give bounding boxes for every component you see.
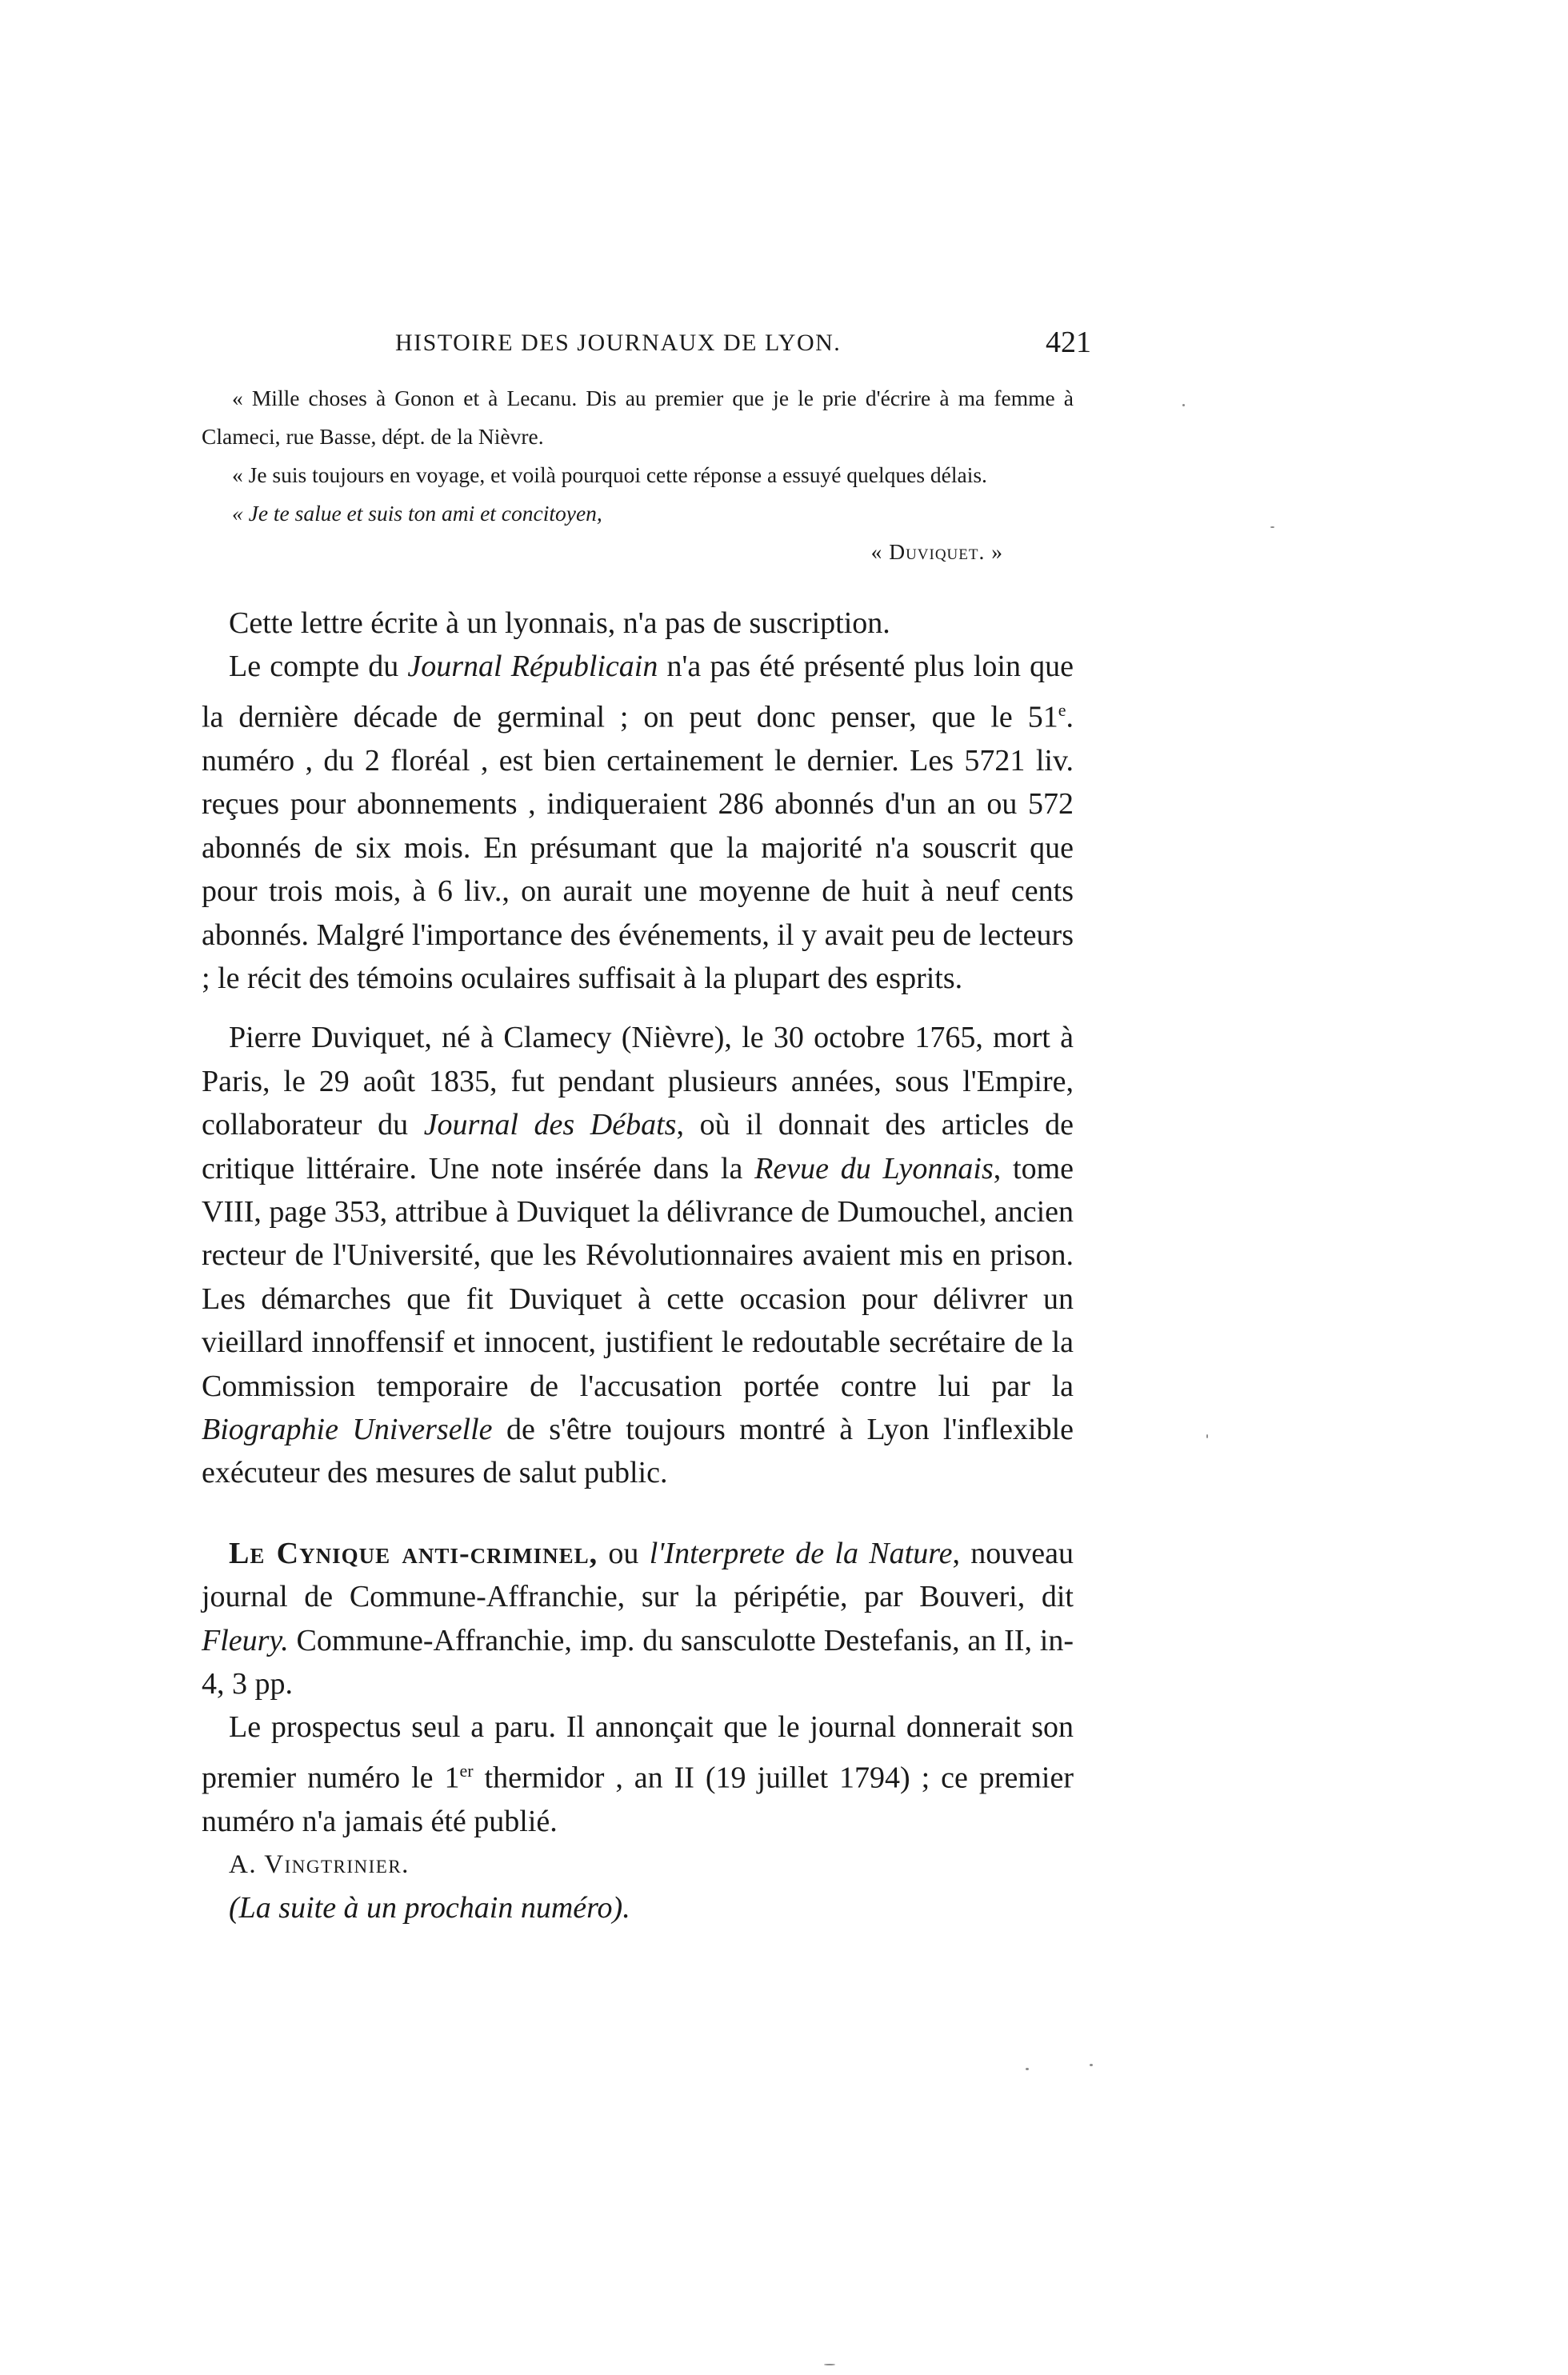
paragraph (202, 1016, 1074, 1494)
scan-speck (824, 2364, 835, 2365)
text-run: , où il donnait des articles de critique littéraire. Une note insérée dans la (202, 1108, 1074, 1186)
paragraph (202, 602, 1074, 645)
text-run: Pierre Duviquet, né à Clamecy (Nièvre), le 30 octobre 1765, mort à Paris, le 29 août 1835, fut pendant plusieurs années, sous l'Empire, collaborateur du (202, 1021, 1074, 1142)
text-run: , nouveau journal de Commune-Affranchie, sur la péripétie, par Bouveri, dit (202, 1536, 1074, 1614)
running-head (202, 326, 1091, 370)
text-run: n'a pas été présenté plus loin que la dernière décade de germinal ; on peut donc penser, que le 51 (202, 650, 1074, 734)
body-text (202, 602, 1074, 1929)
journal-title: Revue du Lyonnais (754, 1151, 994, 1186)
page-number: 421 (1046, 326, 1091, 359)
paragraph-text: Cette lettre écrite à un lyonnais, n'a pas de suscription. (229, 606, 890, 640)
scan-speck (1182, 404, 1185, 406)
running-title: HISTOIRE DES JOURNAUX DE LYON. (395, 330, 842, 356)
text-run: de s'être toujours montré à Lyon l'inflexible exécuteur des mesures de salut public. (202, 1412, 1074, 1490)
text-run: . numéro , du 2 floréal , est bien certainement le dernier. Les 5721 liv. reçues pour abonnements , indiqueraient 286 abonnés d'un an ou 572 abonnés de six mois. En présumant que la majorité n'a souscrit que pour trois mois, à 6 liv., on aurait une moyenne de huit à neuf cents abonnés. Malgré l'importance des événements, il y avait peu de lecteurs ; le récit des témoins oculaires suffisait à la plupart des esprits. (202, 700, 1074, 995)
text-run: , tome VIII, page 353, attribue à Duviquet la délivrance de Dumouchel, ancien recteur de l'Université, que les Révolutionnaires avaient mis en prison. Les démarches que fit Duviquet à cette occasion pour délivrer un vieillard innoffensif et innocent, justifient le redoutable secrétaire de la Commission temporaire de l'accusation portée contre lui par la (202, 1151, 1074, 1403)
scan-speck (1090, 2064, 1093, 2066)
scan-speck (1270, 526, 1274, 528)
paragraph (202, 1705, 1074, 1843)
entry-title: Le Cynique anti-criminel, (229, 1536, 598, 1570)
letter-line: « Je te salue et suis ton ami et concitoyen, (232, 501, 602, 526)
journal-title: Journal Républicain (407, 650, 658, 684)
author-alias: Fleury. (202, 1623, 289, 1657)
text-run: Le compte du (229, 650, 408, 684)
text-run: Le prospectus seul a paru. Il annonçait que le journal donnerait son premier numéro le 1 (202, 1710, 1074, 1795)
superscript: e (1058, 699, 1066, 720)
letter-line: « Mille choses à Gonon et à Lecanu. Dis au premier que je le prie d'écrire à ma femme à Clameci, rue Basse, dépt. de la Nièvre. (202, 386, 1074, 449)
article-author: A. Vingtrinier. (229, 1850, 410, 1880)
paragraph (202, 1532, 1074, 1706)
paragraph (202, 645, 1074, 1000)
scan-speck (1026, 2068, 1029, 2070)
journal-title: Journal des Débats (423, 1108, 677, 1142)
text-run: ou (598, 1536, 650, 1570)
journal-title: l'Interprete de la Nature (649, 1536, 953, 1570)
text-run: thermidor , an II (19 juillet 1794) ; ce premier numéro n'a jamais été publié. (202, 1761, 1074, 1838)
text-run: Commune-Affranchie, imp. du sansculotte Destefanis, an II, in-4, 3 pp. (202, 1623, 1074, 1701)
letter-signature: « Duviquet. » (870, 539, 1003, 564)
scan-speck (1206, 1434, 1208, 1438)
letter-excerpt (202, 379, 1074, 571)
letter-line: « Je suis toujours en voyage, et voilà pourquoi cette réponse a essuyé quelques délais. (232, 462, 987, 487)
superscript: er (459, 1760, 474, 1781)
book-title: Biographie Universelle (202, 1412, 493, 1446)
continuation-note: (La suite à un prochain numéro). (229, 1891, 630, 1925)
